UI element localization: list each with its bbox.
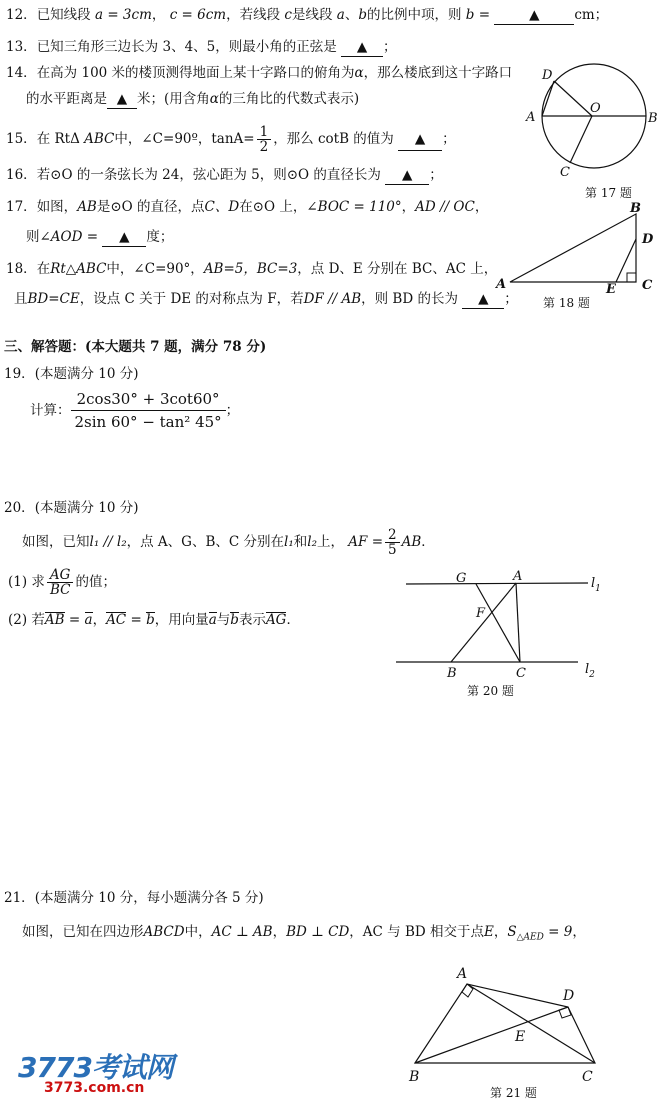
question-text: ；	[442, 131, 456, 147]
score-note: (本题满分 10 分)	[34, 366, 139, 382]
question-text: 的水平距离是	[26, 91, 107, 107]
blank-marker: ▲	[401, 167, 413, 183]
question-text: ．	[421, 534, 435, 550]
question-12	[6, 6, 608, 25]
label-d: D	[642, 232, 654, 247]
math-expr: C、D	[204, 199, 240, 215]
question-text: 是线段	[291, 7, 333, 23]
math-subscript: △AED	[516, 932, 544, 943]
math-expr: c = 6cm	[169, 7, 227, 23]
question-text: (2) 若	[8, 612, 45, 628]
math-expr: a = 3cm	[94, 7, 152, 23]
answer-blank[interactable]	[341, 38, 383, 57]
question-text: ．	[286, 612, 300, 628]
fraction-numerator: AG	[47, 568, 74, 583]
label-b: B	[630, 201, 641, 216]
vector-expr: AC	[106, 612, 127, 628]
math-expr: S	[507, 924, 517, 940]
blank-marker: ▲	[116, 91, 128, 107]
question-text: =	[126, 612, 147, 628]
question-number: 19．	[4, 366, 35, 382]
figure-20-parallel-lines-diagram	[392, 565, 607, 685]
radius-od	[554, 81, 592, 116]
math-expr: ∠AOD =	[39, 229, 99, 245]
question-text: Δ	[70, 131, 80, 147]
answer-blank[interactable]	[102, 228, 146, 247]
fraction	[385, 528, 400, 557]
question-number: 13．	[6, 39, 37, 55]
question-20-part-2	[8, 611, 300, 629]
question-text: ，点 A、G、B、C 分别在	[126, 534, 285, 550]
math-expr: Rt△ABC	[50, 261, 107, 277]
question-16	[6, 166, 443, 185]
triangle-abc	[510, 214, 636, 282]
question-text: ，	[572, 924, 586, 940]
question-text: 在	[36, 261, 51, 277]
figure-21-caption: 第 21 题	[490, 1086, 537, 1100]
label-a: A	[513, 569, 523, 584]
label-a: A	[526, 110, 536, 125]
math-expr: E	[484, 924, 494, 940]
question-14-line-1	[6, 64, 512, 82]
diagonal-bd	[415, 1007, 568, 1063]
answer-blank[interactable]	[494, 6, 574, 25]
question-number: 21．	[4, 890, 35, 906]
question-text: 在 Rt	[36, 131, 71, 147]
question-text: 与	[216, 612, 231, 628]
question-20-intro	[22, 528, 435, 557]
answer-blank[interactable]	[398, 128, 442, 151]
question-text: 米；(用含角	[137, 91, 210, 107]
question-text: AC 与 BD 相交于点	[362, 924, 484, 940]
score-note: (本题满分 10 分，每小题满分各 5 分)	[34, 890, 264, 906]
question-number: 16．	[6, 167, 37, 183]
vector-expr: AG	[265, 612, 287, 628]
question-text: 如图，已知在四边形	[22, 924, 144, 940]
label-l1-letter: l	[591, 576, 596, 591]
label-f: F	[476, 606, 486, 621]
question-text: 中，	[184, 924, 212, 940]
section-heading: 三、解答题：(本大题共 7 题，满分 78 分)	[4, 339, 267, 355]
math-expr: AD // OC	[415, 199, 475, 215]
question-number: 17．	[6, 199, 37, 215]
question-21-intro	[22, 923, 586, 947]
math-expr: b =	[465, 7, 491, 23]
question-number: 14．	[6, 65, 37, 81]
question-text: 表示	[238, 612, 266, 628]
question-text: 中，∠C=90°，	[106, 261, 204, 277]
question-number: 18．	[6, 261, 37, 277]
label-c: C	[560, 165, 570, 180]
fraction-denominator: 2sin 60° − tan² 45°	[74, 413, 222, 431]
label-l2	[585, 662, 595, 680]
blank-marker: ▲	[356, 39, 368, 55]
question-text: ，若线段	[226, 7, 281, 23]
question-text: 如图，	[36, 199, 78, 215]
blank-marker: ▲	[478, 291, 489, 307]
math-expr: c	[284, 7, 292, 23]
answer-blank[interactable]	[385, 166, 429, 185]
question-text: 如图，已知	[22, 534, 90, 550]
score-note: (本题满分 10 分)	[34, 500, 139, 516]
fraction-numerator: 2cos30° + 3cot60°	[71, 388, 226, 411]
question-17-line-1	[6, 198, 488, 216]
question-text: 和	[293, 534, 308, 550]
label-e: E	[606, 282, 616, 297]
math-expr: DF // AB	[303, 291, 362, 307]
question-text: 则	[26, 229, 40, 245]
math-expr: AB	[401, 534, 422, 550]
question-text: ，那么 cotB 的值为	[273, 131, 394, 147]
figure-20-caption: 第 20 题	[467, 684, 514, 698]
question-text: ，则 BD 的长为	[361, 291, 458, 307]
line-l1	[406, 583, 588, 584]
question-text: 度；	[146, 229, 174, 245]
question-text: 是⊙O 的直径，点	[96, 199, 205, 215]
math-expr: α	[209, 91, 219, 107]
math-expr: AF =	[348, 534, 384, 550]
question-text: ，	[474, 199, 489, 215]
vector-expr: a	[84, 612, 93, 628]
site-watermark-logo	[18, 1046, 178, 1101]
label-b: B	[648, 111, 658, 126]
question-number: 12．	[6, 7, 37, 23]
math-expr: a	[336, 7, 345, 23]
question-text: 在⊙O 上，	[239, 199, 307, 215]
math-expr: AC ⊥ AB	[211, 924, 273, 940]
math-expr: AB=5，BC=3	[203, 261, 298, 277]
question-text: ，	[151, 7, 166, 23]
question-text: 的比例中项，则	[366, 7, 462, 23]
question-13	[6, 38, 397, 57]
question-text: 若⊙O 的一条弦长为 24，弦心距为 5，则⊙O 的直径长为	[36, 167, 381, 183]
question-text: ，	[272, 924, 287, 940]
fraction-denominator: BC	[49, 582, 71, 598]
question-text: (1) 求	[8, 574, 45, 590]
right-angle-mark-a	[462, 984, 473, 997]
question-text: 已知线段	[36, 7, 91, 23]
question-number: 20．	[4, 500, 35, 516]
math-expr: l₁ // l₂	[89, 534, 127, 550]
math-expr: BD ⊥ CD	[286, 924, 350, 940]
question-15	[6, 125, 456, 154]
question-text: 上，	[316, 534, 344, 550]
figure-18-triangle-diagram	[494, 200, 661, 300]
question-text: cm；	[574, 7, 609, 23]
question-text: ；	[504, 291, 518, 307]
segment-ab	[451, 583, 516, 662]
label-e: E	[515, 1029, 526, 1045]
chord-ad	[542, 81, 554, 116]
question-14-line-2	[26, 90, 359, 109]
label-a: A	[457, 966, 468, 982]
question-text: ，	[401, 199, 416, 215]
question-text: 的值；	[75, 574, 116, 590]
math-expr: ABCD	[143, 924, 185, 940]
math-expr: α	[354, 65, 364, 81]
label-l2-subscript: 2	[589, 670, 595, 680]
question-text: 且	[14, 291, 28, 307]
question-text: ，	[92, 612, 107, 628]
question-18-line-2	[14, 290, 518, 309]
math-expr: l₁	[284, 534, 294, 550]
vector-expr: b	[146, 612, 155, 628]
question-19-body	[30, 388, 239, 433]
label-g: G	[456, 571, 467, 586]
label-c: C	[516, 666, 526, 681]
segment-de	[616, 239, 636, 282]
question-text: ，	[349, 924, 363, 940]
blank-marker: ▲	[119, 229, 130, 245]
figure-18-caption: 第 18 题	[543, 296, 590, 310]
question-text: ，点 D、E 分别在 BC、AC 上，	[297, 261, 498, 277]
fraction	[257, 125, 272, 154]
question-text: 计算：	[30, 402, 71, 419]
question-text: ，tanA=	[197, 131, 255, 147]
question-text: ；	[225, 402, 240, 419]
math-expr: ∠C=90º	[141, 131, 198, 147]
question-text: 的三角比的代数式表示)	[218, 91, 360, 107]
question-text: ；	[383, 39, 397, 55]
math-expr: b	[358, 7, 367, 23]
figure-17-circle-diagram	[520, 64, 661, 204]
figure-21-quadrilateral-diagram	[405, 962, 605, 1085]
question-19-header	[4, 365, 138, 383]
blank-marker: ▲	[529, 7, 540, 23]
fraction	[47, 568, 74, 597]
math-expr: BD=CE	[27, 291, 80, 307]
label-l1	[591, 576, 601, 594]
question-text: ，设点 C 关于 DE 的对称点为 F，若	[79, 291, 304, 307]
vector-expr: b	[230, 612, 239, 628]
label-b: B	[409, 1069, 420, 1085]
label-d: D	[542, 68, 553, 83]
segment-ac	[516, 583, 520, 662]
math-expr: l₂	[307, 534, 317, 550]
question-text: ，	[493, 924, 508, 940]
right-angle-mark	[627, 273, 636, 282]
label-c: C	[642, 278, 653, 293]
figure-17-caption: 第 17 题	[585, 186, 632, 200]
math-expr: ABC	[84, 131, 115, 147]
fraction	[71, 388, 226, 433]
blank-marker: ▲	[414, 131, 426, 147]
label-a: A	[496, 277, 507, 292]
question-text: =	[64, 612, 85, 628]
label-l2-letter: l	[585, 662, 590, 677]
label-d: D	[563, 988, 575, 1004]
label-o: O	[590, 101, 601, 116]
question-number: 15．	[6, 131, 37, 147]
question-text: 已知三角形三边长为 3、4、5，则最小角的正弦是	[36, 39, 337, 55]
question-text: ；	[429, 167, 443, 183]
fraction-denominator: 2	[259, 139, 269, 155]
question-text: ，那么楼底到这十字路口	[363, 65, 513, 81]
question-text: 在高为 100 米的楼顶测得地面上某十字路口的俯角为	[36, 65, 355, 81]
math-expr: = 9	[543, 924, 573, 940]
math-expr: ∠BOC = 110°	[306, 199, 402, 215]
question-18-line-1	[6, 260, 497, 278]
label-l1-subscript: 1	[595, 584, 601, 594]
label-b: B	[447, 666, 457, 681]
label-c: C	[582, 1069, 593, 1085]
radius-oc	[570, 116, 592, 163]
question-21-header	[4, 889, 264, 907]
question-text: 、	[344, 7, 359, 23]
watermark-url: 3773.com.cn	[44, 1080, 145, 1096]
fraction-denominator: 5	[388, 542, 397, 558]
answer-blank[interactable]	[107, 90, 137, 109]
vector-expr: AB	[44, 612, 65, 628]
question-text: ，用向量	[154, 612, 209, 628]
watermark-main: 3773考试网	[18, 1051, 173, 1084]
vector-expr: a	[208, 612, 217, 628]
fraction-numerator: 1	[257, 125, 272, 140]
question-20-part-1	[8, 568, 116, 597]
math-expr: AB	[77, 199, 97, 215]
question-20-header	[4, 499, 138, 517]
question-text: 中，	[114, 131, 142, 147]
fraction-numerator: 2	[385, 528, 400, 543]
question-17-line-2	[26, 228, 173, 247]
